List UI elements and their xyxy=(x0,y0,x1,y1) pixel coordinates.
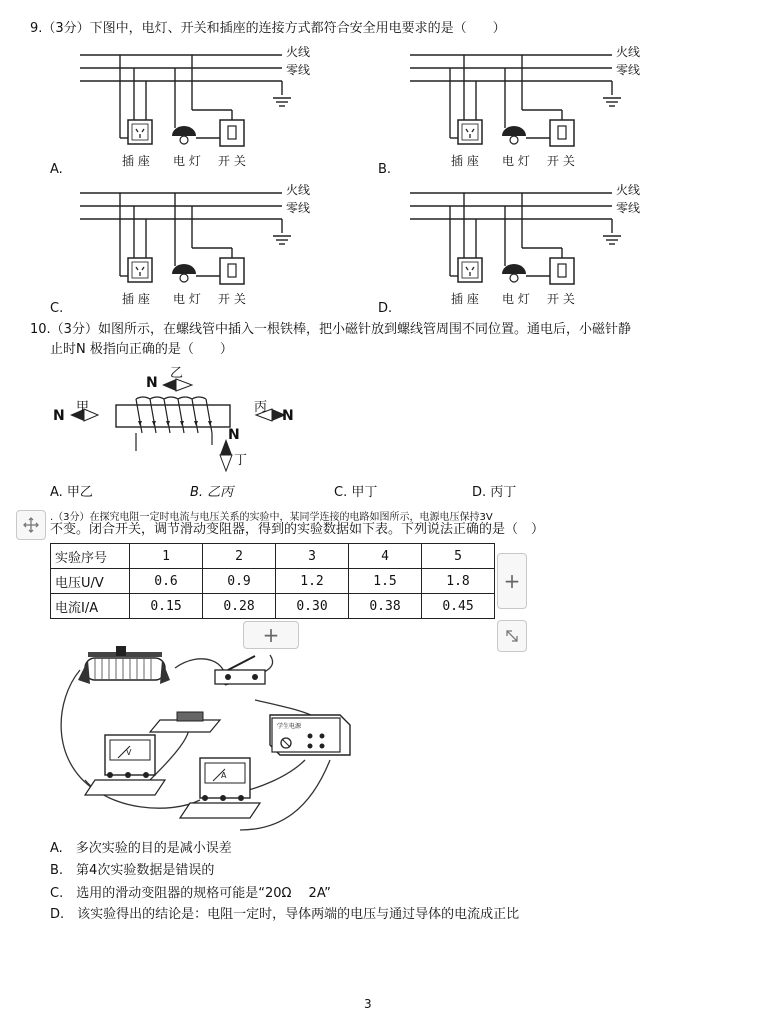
q9-option-b[interactable]: B. xyxy=(378,162,392,177)
q10-option-d[interactable]: D. 丙丁 xyxy=(472,485,517,500)
table-row xyxy=(51,594,495,619)
page-number: 3 xyxy=(364,997,372,1011)
q10-n-ding: N xyxy=(228,427,240,443)
q11-stem-line1: .（3分）在探究电阻一定时电流与电压关系的实验中，某同学连接的电路如图所示，电源电压保持3V xyxy=(50,512,493,523)
move-arrows-icon xyxy=(22,516,40,534)
table-cell: 0.28 xyxy=(203,594,276,619)
q9-a-lamp-label: 电 灯 xyxy=(173,154,201,168)
q11-power-supply-label: 学生电源 xyxy=(277,723,302,730)
svg-text:A: A xyxy=(221,771,227,780)
table-cell: 0.15 xyxy=(130,594,203,619)
q10-label-ding: 丁 xyxy=(234,453,248,468)
add-column-button[interactable]: + xyxy=(497,553,527,609)
table-cell: 0.38 xyxy=(349,594,422,619)
q10-n-yi: N xyxy=(146,375,158,391)
q10-option-c[interactable]: C. 甲丁 xyxy=(334,485,378,500)
table-header-cell: 2 xyxy=(203,544,276,569)
q11-data-table xyxy=(50,543,495,619)
table-cell: 1.8 xyxy=(422,569,495,594)
q9-d-live-label: 火线 xyxy=(616,183,641,197)
q10-label-yi: 乙 xyxy=(170,366,184,381)
table-cell: 0.9 xyxy=(203,569,276,594)
resize-table-button[interactable] xyxy=(497,620,527,652)
q11-circuit-figure xyxy=(50,640,380,835)
q9-c-live-label: 火线 xyxy=(286,183,311,197)
q9-b-lamp-label: 电 灯 xyxy=(502,154,530,168)
q9-b-neutral-label: 零线 xyxy=(616,63,641,77)
table-header-cell: 5 xyxy=(422,544,495,569)
q9-a-live-label: 火线 xyxy=(286,45,311,59)
q10-label-bing: 丙 xyxy=(254,400,268,415)
q11-stem-line2: 不变。闭合开关，调节滑动变阻器，得到的实验数据如下表。下列说法正确的是（ ） xyxy=(50,522,545,537)
q11-option-d[interactable]: D. 该实验得出的结论是：电阻一定时，导体两端的电压与通过导体的电流成正比 xyxy=(50,907,520,922)
q10-option-b[interactable]: B. 乙丙 xyxy=(190,485,234,500)
q9-c-lamp-label: 电 灯 xyxy=(173,292,201,306)
q9-d-neutral-label: 零线 xyxy=(616,201,641,215)
q9-stem: 9.（3分）下图中，电灯、开关和插座的连接方式都符合安全用电要求的是（ ） xyxy=(30,21,506,36)
q9-c-neutral-label: 零线 xyxy=(286,201,311,215)
q9-b-switch-label: 开 关 xyxy=(547,154,575,168)
table-cell: 0.45 xyxy=(422,594,495,619)
resize-diagonal-icon xyxy=(504,628,520,644)
q10-n-jia: N xyxy=(53,408,65,424)
move-handle-button[interactable] xyxy=(16,510,46,540)
table-header-cell: 实验序号 xyxy=(51,544,130,569)
q9-option-a[interactable]: A. xyxy=(50,162,63,177)
q9-c-switch-label: 开 关 xyxy=(218,292,246,306)
q9-a-switch-label: 开 关 xyxy=(218,154,246,168)
table-row-label: 电压U/V xyxy=(51,569,130,594)
q9-option-c[interactable]: C. xyxy=(50,301,64,316)
table-header-cell: 4 xyxy=(349,544,422,569)
q10-label-jia: 甲 xyxy=(76,400,90,415)
table-cell: 0.30 xyxy=(276,594,349,619)
q9-a-socket-label: 插 座 xyxy=(122,154,150,168)
q9-b-socket-label: 插 座 xyxy=(451,154,479,168)
q9-d-lamp-label: 电 灯 xyxy=(502,292,530,306)
table-row-label: 电流I/A xyxy=(51,594,130,619)
q11-option-c[interactable]: C. 选用的滑动变阻器的规格可能是“20Ω 2A” xyxy=(50,886,331,901)
table-cell: 1.5 xyxy=(349,569,422,594)
q10-n-bing: N xyxy=(282,408,294,424)
table-header-row xyxy=(51,544,495,569)
q10-stem-line2: 止时N 极指向正确的是（ ） xyxy=(50,342,233,357)
q9-d-switch-label: 开 关 xyxy=(547,292,575,306)
q10-solenoid-figure xyxy=(50,365,310,475)
q9-b-live-label: 火线 xyxy=(616,45,641,59)
svg-text:V: V xyxy=(126,748,132,757)
table-header-cell: 1 xyxy=(130,544,203,569)
table-row xyxy=(51,569,495,594)
q9-c-socket-label: 插 座 xyxy=(122,292,150,306)
q9-d-socket-label: 插 座 xyxy=(451,292,479,306)
table-cell: 0.6 xyxy=(130,569,203,594)
q11-option-a[interactable]: A. 多次实验的目的是减小误差 xyxy=(50,841,232,856)
q10-stem-line1: 10.（3分）如图所示，在螺线管中插入一根铁棒，把小磁针放到螺线管周围不同位置。通电后，小磁针静 xyxy=(30,322,631,337)
q10-option-a[interactable]: A. 甲乙 xyxy=(50,485,93,500)
q11-option-b[interactable]: B. 第4次实验数据是错误的 xyxy=(50,863,215,878)
table-header-cell: 3 xyxy=(276,544,349,569)
q9-a-neutral-label: 零线 xyxy=(286,63,311,77)
table-cell: 1.2 xyxy=(276,569,349,594)
q9-option-d[interactable]: D. xyxy=(378,301,393,316)
add-row-button[interactable]: + xyxy=(243,621,299,649)
